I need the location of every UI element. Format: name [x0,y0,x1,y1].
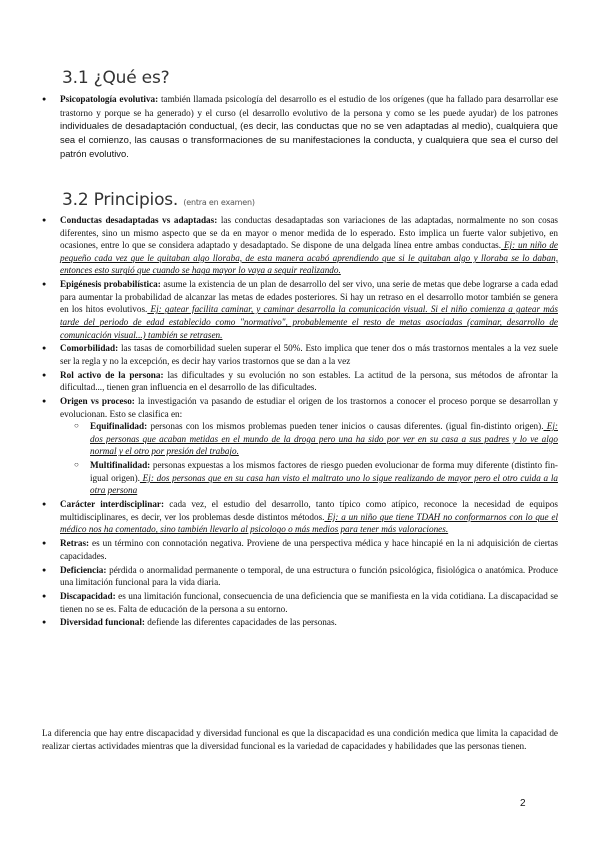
exam-note: (entra en examen) [183,198,255,207]
page-number: 2 [520,798,526,809]
list-item: ● Rol activo de la persona: las dificultades y su evolución no son estables. La actitud de la persona, sus métodos de afrontar la dificultad..., tienen gran influencia en el desarrollo de las dificultades. [42,369,558,394]
principles-list [42,214,558,630]
example-text: Ej: un niño de pequeño cada vez que le quitaban algo lloraba, de esta manera acabó aprendiendo que si le quitaban algo y lloraba se lo daban, entonces esto surgió que cuando se haga mayor lo vaya a seguir realizando. [60,240,558,276]
list-item: ● Discapacidad: es una limitación funcional, consecuencia de una deficiencia que se manifiesta en la vida cotidiana. La discapacidad se tienen no se es. Falta de educación de la persona a su entorno. [42,590,558,615]
list-item: ● Conductas desadaptadas vs adaptadas: las conductas desadaptadas son variaciones de las adaptadas, normalmente no son cosas diferentes, sino un mismo aspecto que se da en mayor o menor medida de lo esperado. Esto implica un fuerte valor subjetivo, en ocasiones, entre lo que se considera adaptado y desadaptado. Se dispone de una delgada línea entre ambas conductas. Ej: un niño de pequeño cada vez que le quitaban algo lloraba, de esta manera acabó aprendiendo que si le quitaban algo y lloraba se lo daban, entonces esto surgió que cuando se haga mayor lo vaya a seguir realizando. [42,214,558,277]
list-item: ● Origen vs proceso: la investigación va pasando de estudiar el origen de los trastornos a conocer el proceso porque se desarrollan y evolucionan. Esto se clasifica en: ○ Equifinalidad: personas con los mismos problemas pueden tener inicios o causas diferentes. (igual fin-distinto origen). Ej: dos personas que acaban metidas en el mundo de la droga pero una ha sido por ver en su casa a sus padres y lo ve algo normal y el otro por presión del trabajo. ○ Multifinalidad: personas expuestas a los mismos factores de riesgo pueden evolucionar de forma muy diferente (distinto fin-igual origen). Ej: dos personas que en su casa han visto el maltrato uno lo sigue realizando de mayor pero el otro cuida a la otra persona [42,395,558,497]
list-item: ● Psicopatología evolutiva: también llamada psicología del desarrollo es el estudio de los orígenes (que ha fallado para desarrollar ese trastorno y porque se ha generado) y el curso (el desarrollo evolutivo de la persona y como se les puede ayudar) de los patrones individuales de desadaptación conductual, (es decir, las conductas que no se ven adaptadas al medio), cualquiera que sea el comienzo, las causas o transformaciones de su manifestaciones la conducta, y cualquiera que sea el curso del patrón evolutivo. [42,93,558,161]
list-item: ● Deficiencia: pérdida o anormalidad permanente o temporal, de una estructura o función psicológica, fisiológica o anatómica. Produce una limitación funcional para la vida diaria. [42,564,558,589]
example-text: Ej: gatear facilita caminar, y caminar desarrolla la comunicación visual. Si el niño comienza a gatear más tarde del periodo de edad establecido como "normativo", probablemente el resto de metas asociadas (caminar, desarrollo de comunicación visual...) también se retrasen. [60,304,558,340]
example-text: Ej: a un niño que tiene TDAH no conformarnos con lo que el médico nos ha comentado, sino también llevarlo al psicologo o más medios para tener más valoraciones. [60,511,558,535]
example-text: Ej: dos personas que acaban metidas en el mundo de la droga pero una ha sido por ver en su casa a sus padres y lo ve algo normal y el otro por presión del trabajo. [90,421,558,457]
sublist [60,420,558,497]
example-text: Ej: dos personas que en su casa han visto el maltrato uno lo sigue realizando de mayor pero el otro cuida a la otra persona [90,472,558,496]
list-item: ● Diversidad funcional: defiende las diferentes capacidades de las personas. [42,616,558,629]
term-psicopatologia: Psicopatología evolutiva: [60,94,159,104]
section-heading-principios: 3.2 Principios. (entra en examen) [62,190,255,210]
list-item: ● Retras: es un término con connotación negativa. Proviene de una perspectiva médica y hace hincapié en la ni adquisición de ciertas capacidades. [42,537,558,562]
definition-list [42,93,558,162]
closing-paragraph: La diferencia que hay entre discapacidad y diversidad funcional es que la discapacidad es una condición medica que limita la capacidad de realizar ciertas actividades mientras que la diversidad funcional es la variedad de capacidades y habilidades que las personas tienen. [42,728,558,751]
sublist-item: ○ Equifinalidad: personas con los mismos problemas pueden tener inicios o causas diferentes. (igual fin-distinto origen). Ej: dos personas que acaban metidas en el mundo de la droga pero una ha sido por ver en su casa a sus padres y lo ve algo normal y el otro por presión del trabajo. [60,420,558,458]
section-heading-que-es: 3.1 ¿Qué es? [62,68,170,88]
list-item: ● Epigénesis probabilística: asume la existencia de un plan de desarrollo del ser vivo, una serie de metas que debe lograrse a cada edad para aumentar la probabilidad de alcanzar las metas de edades posteriores. Si hay un retraso en el desarrollo motor también se genera en los hitos evolutivos. Ej: gatear facilita caminar, y caminar desarrolla la comunicación visual. Si el niño comienza a gatear más tarde del periodo de edad establecido como "normativo", probablemente el resto de metas asociadas (caminar, desarrollo de comunicación visual...) también se retrasen. [42,278,558,341]
list-item: ● Comorbilidad: las tasas de comorbilidad suelen superar el 50%. Esto implica que tener dos o más trastornos mentales a la vez suele ser la regla y no la excepción, es decir hay varios trastornos que se dan a la vez [42,342,558,367]
list-item: ● Carácter interdisciplinar: cada vez, el estudio del desarrollo, tanto típico como atípico, reconoce la necesidad de equipos multidisciplinares, es decir, ver los problemas desde distintos métodos. Ej: a un niño que tiene TDAH no conformarnos con lo que el médico nos ha comentado, sino también llevarlo al psicologo o más medios para tener más valoraciones. [42,498,558,536]
sublist-item: ○ Multifinalidad: personas expuestas a los mismos factores de riesgo pueden evolucionar de forma muy diferente (distinto fin-igual origen). Ej: dos personas que en su casa han visto el maltrato uno lo sigue realizando de mayor pero el otro cuida a la otra persona [60,459,558,497]
